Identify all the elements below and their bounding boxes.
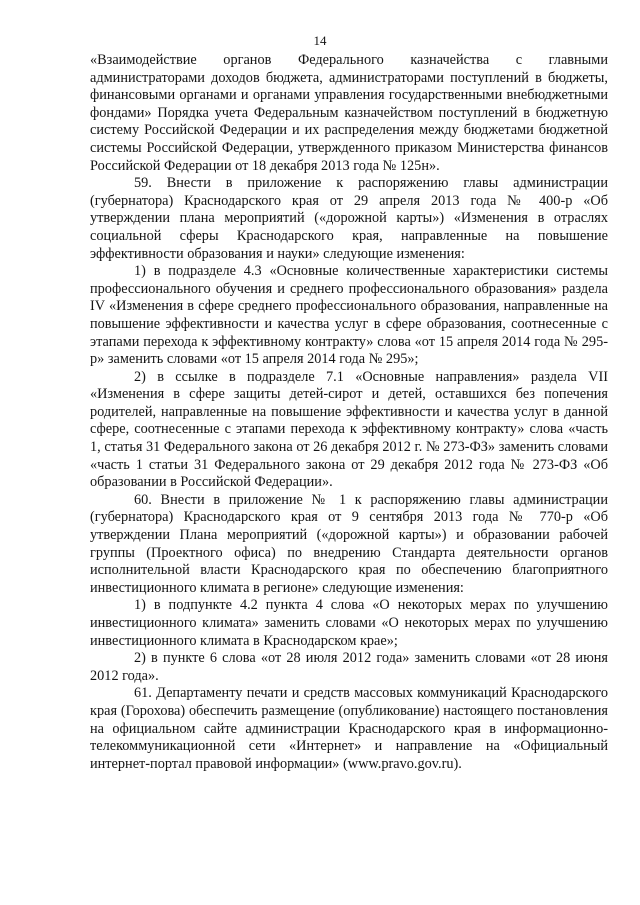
document-body bbox=[90, 52, 608, 773]
paragraph-continuation: «Взаимодействие органов Федерального казначейства с главными администраторами доходов бюджета, администраторами поступлений в бюджеты, финансовыми органами и органами управления государственными внебюджетными фондами» Порядка учета Федеральным казначейством поступлений в бюджетную систему Российской Федерации и их распределения между бюджетами бюджетной системы Российской Федерации, утвержденного приказом Министерства финансов Российской Федерации от 18 декабря 2013 года № 125н». bbox=[90, 52, 608, 174]
paragraph-item-60: 60. Внести в приложение № 1 к распоряжению главы администрации (губернатора) Краснодарского края от 9 сентября 2013 года № 770-р «Об утверждении Плана мероприятий («дорожной карты») и образовании рабочей группы (Проектного офиса) по внедрению Стандарта деятельности органов исполнительной власти Краснодарского края по обеспечению благоприятного инвестиционного климата в регионе» следующие изменения: bbox=[90, 491, 608, 596]
page-number: 14 bbox=[313, 33, 327, 48]
paragraph-item-61: 61. Департаменту печати и средств массовых коммуникаций Краснодарского края (Горохова) обеспечить размещение (опубликование) настоящего постановления на официальном сайте администрации Краснодарского края в информационно-телекоммуникационной сети «Интернет» и направление на «Официальный интернет-портал правовой информации» (www.pravo.gov.ru). bbox=[90, 685, 608, 772]
paragraph-item-59: 59. Внести в приложение к распоряжению главы администрации (губернатора) Краснодарского края от 29 апреля 2013 года № 400-р «Об утверждении плана мероприятий («дорожной карты») «Изменения в отраслях социальной сферы Краснодарского края, направленные на повышение эффективности образования и науки» следующие изменения: bbox=[90, 175, 608, 262]
paragraph-item-60-sub-1: 1) в подпункте 4.2 пункта 4 слова «О некоторых мерах по улучшению инвестиционного климата» заменить словами «О некоторых мерах по улучшению инвестиционного климата в Краснодарском крае»; bbox=[90, 597, 608, 649]
paragraph-item-59-sub-2: 2) в ссылке в подразделе 7.1 «Основные направления» раздела VII «Изменения в сфере защиты детей-сирот и детей, оставшихся без попечения родителей, направленные на повышение эффективности и качества услуг в данной сфере, соотнесенные с этапами перехода к эффективному контракту» слова «часть 1, статья 31 Федерального закона от 26 декабря 2012 г. № 273-ФЗ» заменить словами «часть 1 статьи 31 Федерального закона от 29 декабря 2012 года № 273-ФЗ «Об образовании в Российской Федерации». bbox=[90, 368, 608, 491]
paragraph-item-60-sub-2: 2) в пункте 6 слова «от 28 июля 2012 года» заменить словами «от 28 июня 2012 года». bbox=[90, 650, 608, 684]
paragraph-item-59-sub-1: 1) в подразделе 4.3 «Основные количественные характеристики системы профессионального обучения и среднего профессионального образования» раздела IV «Изменения в сфере среднего профессионального образования, направленные на повышение эффективности и качества услуг в сфере образования, соотнесенные с этапами перехода к эффективному контракту» слова «от 15 апреля 2014 года № 295-р» заменить словами «от 15 апреля 2014 года № 295»; bbox=[90, 263, 608, 368]
